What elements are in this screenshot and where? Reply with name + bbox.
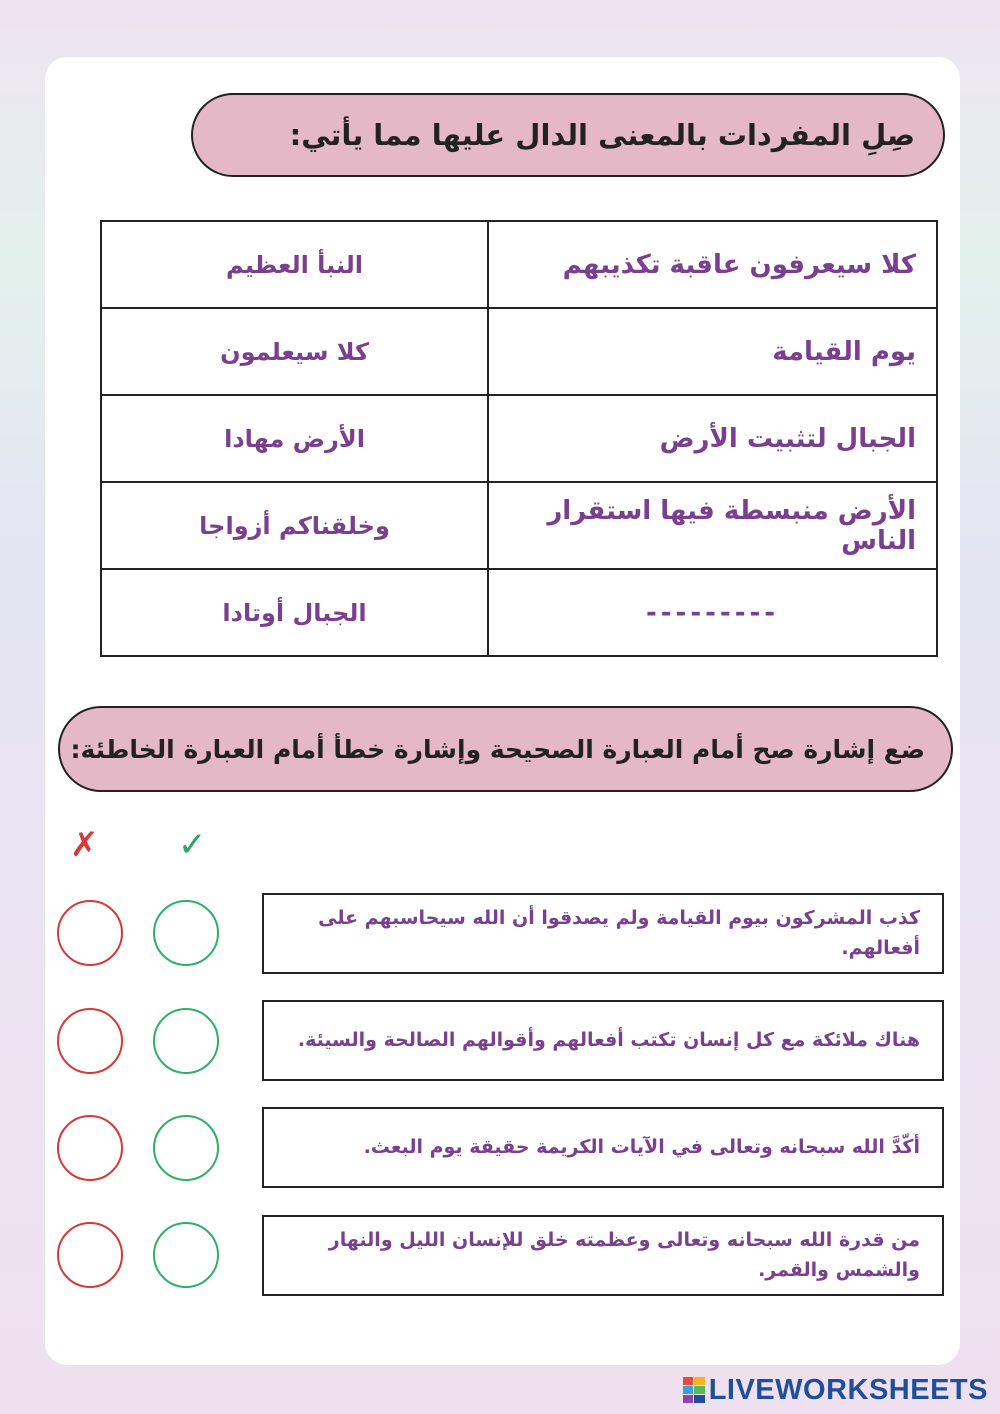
correct-answer-circle[interactable] — [153, 900, 219, 966]
table-row — [101, 221, 937, 308]
match-left-cell[interactable]: الأرض مهادا — [101, 395, 488, 482]
section2-title: ضع إشارة صح أمام العبارة الصحيحة وإشارة خطأ أمام العبارة الخاطئة: — [58, 706, 953, 792]
wrong-answer-circle[interactable] — [57, 900, 123, 966]
match-right-cell: يوم القيامة — [488, 308, 937, 395]
statement-box: هناك ملائكة مع كل إنسان تكتب أفعالهم وأقوالهم الصالحة والسيئة. — [262, 1000, 944, 1081]
table-row — [101, 308, 937, 395]
table-row — [101, 569, 937, 656]
wrong-answer-circle[interactable] — [57, 1008, 123, 1074]
liveworksheets-brand — [683, 1373, 988, 1406]
match-left-cell[interactable]: النبأ العظيم — [101, 221, 488, 308]
correct-answer-circle[interactable] — [153, 1008, 219, 1074]
wrong-answer-circle[interactable] — [57, 1222, 123, 1288]
match-left-cell[interactable]: الجبال أوتادا — [101, 569, 488, 656]
wrong-answer-circle[interactable] — [57, 1115, 123, 1181]
table-row — [101, 482, 937, 569]
match-left-cell[interactable]: وخلقناكم أزواجا — [101, 482, 488, 569]
match-right-cell: الجبال لتثبيت الأرض — [488, 395, 937, 482]
match-left-cell[interactable]: كلا سيعلمون — [101, 308, 488, 395]
match-right-cell: كلا سيعرفون عاقبة تكذيبهم — [488, 221, 937, 308]
correct-mark-icon: ✓ — [178, 825, 207, 865]
statement-box: أكّدَّ الله سبحانه وتعالى في الآيات الكريمة حقيقة يوم البعث. — [262, 1107, 944, 1188]
section1-title: صِلِ المفردات بالمعنى الدال عليها مما يأتي: — [191, 93, 945, 177]
match-right-cell-blank: --------- — [488, 569, 937, 656]
match-right-cell: الأرض منبسطة فيها استقرار الناس — [488, 482, 937, 569]
correct-answer-circle[interactable] — [153, 1222, 219, 1288]
matching-table — [100, 220, 938, 657]
liveworksheets-logo-icon — [683, 1377, 705, 1403]
correct-answer-circle[interactable] — [153, 1115, 219, 1181]
statement-box: من قدرة الله سبحانه وتعالى وعظمته خلق للإنسان الليل والنهار والشمس والقمر. — [262, 1215, 944, 1296]
table-row — [101, 395, 937, 482]
wrong-mark-icon: ✗ — [70, 825, 99, 865]
brand-name: LIVEWORKSHEETS — [708, 1373, 988, 1406]
statement-box: كذب المشركون بيوم القيامة ولم يصدقوا أن الله سيحاسبهم على أفعالهم. — [262, 893, 944, 974]
